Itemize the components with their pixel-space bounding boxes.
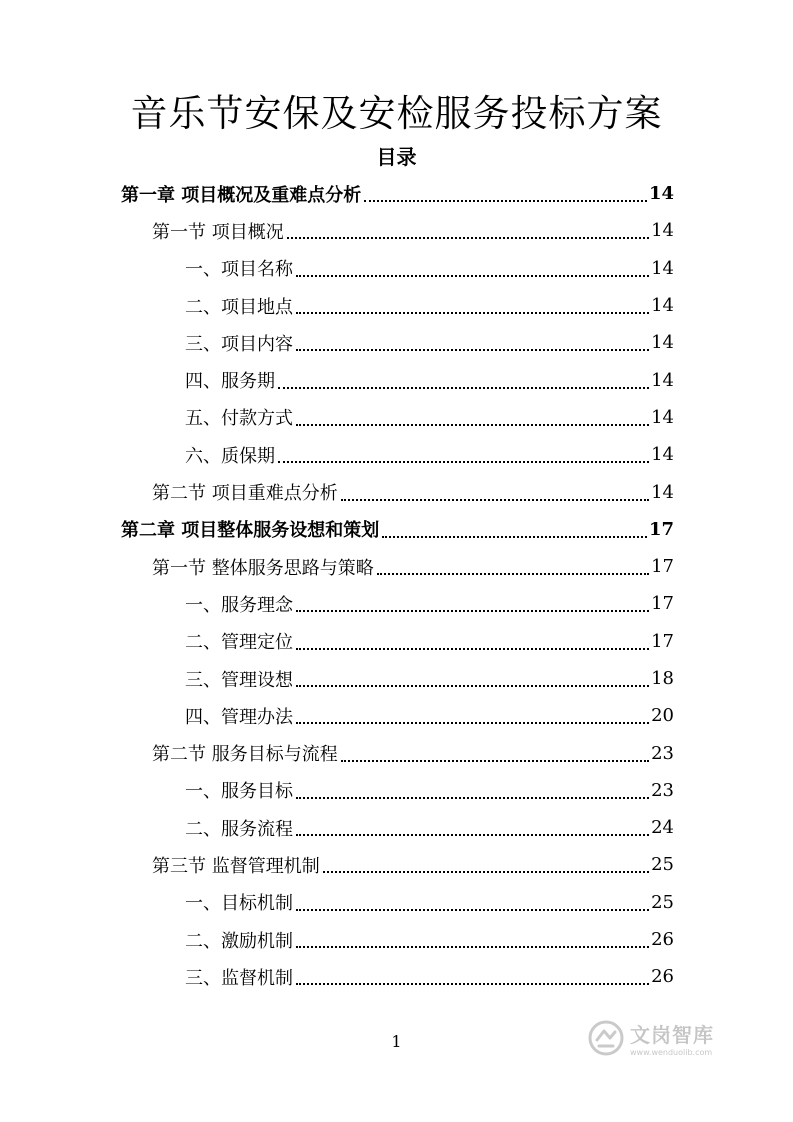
toc-entry-label: 第一节 项目概况 — [152, 221, 284, 243]
table-of-contents — [0, 175, 793, 996]
toc-entry[interactable] — [0, 958, 674, 995]
toc-dot-leader — [296, 721, 649, 724]
toc-entry[interactable] — [0, 473, 674, 510]
toc-entry-page: 17 — [651, 630, 674, 652]
toc-entry-page: 23 — [651, 779, 674, 801]
brand-logo-icon — [588, 1020, 624, 1056]
toc-dot-leader — [296, 609, 649, 612]
toc-dot-leader — [341, 498, 649, 501]
toc-entry-label: 一、服务理念 — [185, 594, 293, 616]
toc-entry-page: 14 — [651, 332, 674, 354]
toc-entry-label: 三、项目内容 — [185, 333, 293, 355]
toc-entry-label: 二、激励机制 — [185, 930, 293, 952]
toc-dot-leader — [296, 647, 649, 650]
toc-entry-label: 第一节 整体服务思路与策略 — [152, 557, 374, 579]
toc-entry-page: 14 — [648, 183, 674, 205]
toc-entry-page: 20 — [651, 705, 674, 727]
watermark-url: www.wenduolib.com — [630, 1048, 713, 1057]
toc-dot-leader — [287, 236, 649, 239]
toc-entry-page: 26 — [651, 929, 674, 951]
toc-entry[interactable] — [0, 809, 674, 846]
toc-dot-leader — [296, 833, 649, 836]
toc-entry-page: 14 — [651, 220, 674, 242]
toc-entry-page: 14 — [651, 444, 674, 466]
toc-entry[interactable] — [0, 846, 674, 883]
toc-entry-page: 17 — [651, 556, 674, 578]
page-title: 音乐节安保及安检服务投标方案 — [130, 92, 663, 135]
toc-entry[interactable] — [0, 585, 674, 622]
toc-entry-page: 24 — [651, 817, 674, 839]
toc-entry-label: 第二节 项目重难点分析 — [152, 483, 338, 505]
toc-dot-leader — [296, 945, 649, 948]
toc-entry-page: 14 — [651, 406, 674, 428]
toc-entry[interactable] — [0, 399, 674, 436]
toc-dot-leader — [377, 572, 649, 575]
toc-entry-label: 第一章 项目概况及重难点分析 — [121, 184, 362, 206]
toc-entry-label: 四、管理办法 — [185, 706, 293, 728]
toc-dot-leader — [296, 982, 649, 985]
toc-dot-leader — [296, 684, 649, 687]
toc-entry-label: 二、管理定位 — [185, 632, 293, 654]
toc-entry-page: 14 — [651, 295, 674, 317]
watermark — [588, 1019, 714, 1057]
toc-entry[interactable] — [0, 250, 674, 287]
toc-dot-leader — [278, 460, 649, 463]
toc-entry-label: 六、质保期 — [185, 445, 275, 467]
toc-entry-page: 17 — [648, 518, 674, 540]
toc-entry[interactable] — [0, 772, 674, 809]
toc-entry-label: 第二节 服务目标与流程 — [152, 744, 338, 766]
toc-entry-page: 14 — [651, 369, 674, 391]
toc-entry-label: 一、项目名称 — [185, 259, 293, 281]
toc-entry-label: 二、服务流程 — [185, 818, 293, 840]
toc-entry-page: 17 — [651, 593, 674, 615]
toc-entry[interactable] — [0, 921, 674, 958]
toc-dot-leader — [296, 423, 649, 426]
toc-entry-label: 第三节 监督管理机制 — [152, 855, 320, 877]
toc-entry[interactable] — [0, 660, 674, 697]
toc-entry[interactable] — [0, 361, 674, 398]
toc-heading: 目录 — [376, 145, 417, 169]
toc-entry[interactable] — [0, 324, 674, 361]
toc-entry-page: 18 — [651, 668, 674, 689]
toc-entry[interactable] — [0, 884, 674, 921]
toc-entry-page: 25 — [651, 854, 674, 876]
toc-entry-page: 25 — [651, 891, 674, 913]
toc-entry-label: 二、项目地点 — [185, 296, 293, 318]
toc-entry[interactable] — [0, 548, 674, 585]
toc-entry-label: 三、监督机制 — [185, 967, 293, 989]
toc-entry[interactable] — [0, 697, 674, 734]
toc-entry[interactable] — [0, 287, 674, 324]
toc-dot-leader — [364, 199, 647, 202]
toc-entry-page: 26 — [651, 966, 674, 988]
toc-entry-label: 四、服务期 — [185, 371, 275, 393]
toc-dot-leader — [296, 796, 649, 799]
toc-entry-label: 五、付款方式 — [185, 408, 293, 430]
toc-entry[interactable] — [0, 511, 674, 548]
toc-dot-leader — [296, 348, 649, 351]
toc-dot-leader — [296, 311, 649, 314]
toc-entry[interactable] — [0, 623, 674, 660]
toc-dot-leader — [296, 274, 649, 277]
toc-entry[interactable] — [0, 175, 674, 212]
watermark-name: 文岗智库 — [630, 1023, 714, 1047]
toc-entry[interactable] — [0, 212, 674, 249]
toc-entry-page: 23 — [651, 742, 674, 764]
toc-entry-label: 一、目标机制 — [185, 893, 293, 915]
toc-entry-label: 一、服务目标 — [185, 781, 293, 803]
toc-entry-page: 14 — [651, 257, 674, 279]
page-number: 1 — [391, 1032, 402, 1051]
toc-entry[interactable] — [0, 436, 674, 473]
toc-dot-leader — [341, 759, 649, 762]
toc-entry-label: 第二章 项目整体服务设想和策划 — [121, 520, 380, 542]
toc-entry-label: 三、管理设想 — [185, 669, 293, 691]
toc-dot-leader — [296, 908, 649, 911]
toc-dot-leader — [382, 535, 647, 538]
toc-dot-leader — [323, 870, 649, 873]
toc-entry-page: 14 — [651, 481, 674, 503]
toc-entry[interactable] — [0, 734, 674, 771]
toc-dot-leader — [278, 386, 649, 389]
